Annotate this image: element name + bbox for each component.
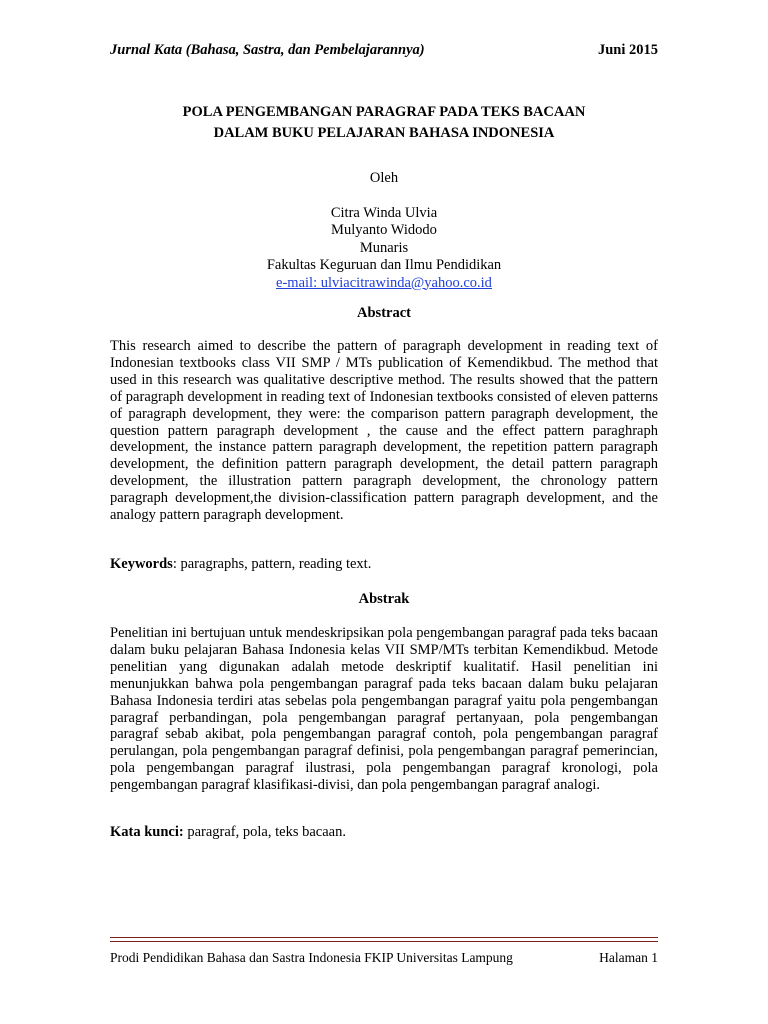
- abstract-text: This research aimed to describe the pattern of paragraph development in reading text of Indonesian textbooks class VII SMP / MTs publication of Kemendikbud. The method that used in this research was qualitative descriptive method. The results showed that the pattern of paragraph development in reading text of Indonesian textbooks consisted of eleven patterns of paragraph development, they were: the comparison pattern paragraph development, the question pattern paragraph development , the cause and the effect pattern paraghraph development, the instance pattern paragraph development, the repetition pattern paragraph development, the definition pattern paragraph development, the detail pattern paragraph development, the illustration pattern paragraph development, the chronology pattern paragraph development,the division-classification pattern paragraph development, and the analogy pattern paragraph development.: [110, 338, 658, 524]
- keywords-label: Keywords: [110, 556, 173, 572]
- kata-kunci-line: [110, 824, 658, 841]
- title-line-1: POLA PENGEMBANGAN PARAGRAF PADA TEKS BACAAN: [182, 104, 586, 120]
- faculty-name: Fakultas Keguruan dan Ilmu Pendidikan: [266, 257, 502, 273]
- issue-date: Juni 2015: [597, 42, 658, 58]
- running-header: [110, 42, 658, 59]
- author-block: [110, 170, 658, 292]
- footer-divider: [110, 937, 658, 942]
- running-footer: [110, 950, 658, 966]
- paper-title: [110, 102, 658, 144]
- journal-name: Jurnal Kata (Bahasa, Sastra, dan Pembelajarannya): [110, 42, 425, 58]
- oleh-label: Oleh: [369, 170, 399, 186]
- abstrak-heading: Abstrak: [358, 591, 410, 607]
- kata-kunci-value: paragraf, pola, teks bacaan.: [183, 824, 346, 840]
- author-name: Citra Winda Ulvia: [330, 204, 438, 221]
- footer-institution: Prodi Pendidikan Bahasa dan Sastra Indonesia FKIP Universitas Lampung: [110, 950, 513, 965]
- keywords-value: : paragraphs, pattern, reading text.: [172, 556, 372, 572]
- author-name: Mulyanto Widodo: [331, 222, 437, 238]
- abstrak-text: Penelitian ini bertujuan untuk mendeskripsikan pola pengembangan paragraf pada teks bacaan dalam buku pelajaran Bahasa Indonesia kelas VII SMP/MTs terbitan Kemendikbud. Metode penelitian yang digunakan adalah metode deskriptif kualitatif. Hasil penelitian ini menunjukkan bahwa pola pengembangan paragraf pada teks bacaan dalam buku pelajaran Bahasa Indonesia terdiri atas sebelas pola pengembangan paragraf yaitu pola pengembangan paragraf perbandingan, pola pengembangan paragraf pertanyaan, pola pengembangan paragraf sebab akibat, pola pengembangan paragraf contoh, pola pengembangan paragraf perulangan, pola pengembangan paragraf definisi, pola pengembangan paragraf pemerincian, pola pengembangan paragraf ilustrasi, pola pengembangan paragraf kronologi, pola pengembangan paragraf klasifikasi-divisi, dan pola pengembangan paragraf analogi.: [110, 625, 658, 794]
- title-line-2: DALAM BUKU PELAJARAN BAHASA INDONESIA: [213, 125, 555, 141]
- kata-kunci-label: Kata kunci:: [110, 824, 184, 840]
- author-name: Munaris: [359, 239, 409, 256]
- page-number: Halaman 1: [599, 950, 658, 965]
- keywords-line: [110, 556, 658, 573]
- abstract-heading: Abstract: [357, 305, 411, 321]
- email-link[interactable]: e-mail: ulviacitrawinda@yahoo.co.id: [276, 274, 492, 291]
